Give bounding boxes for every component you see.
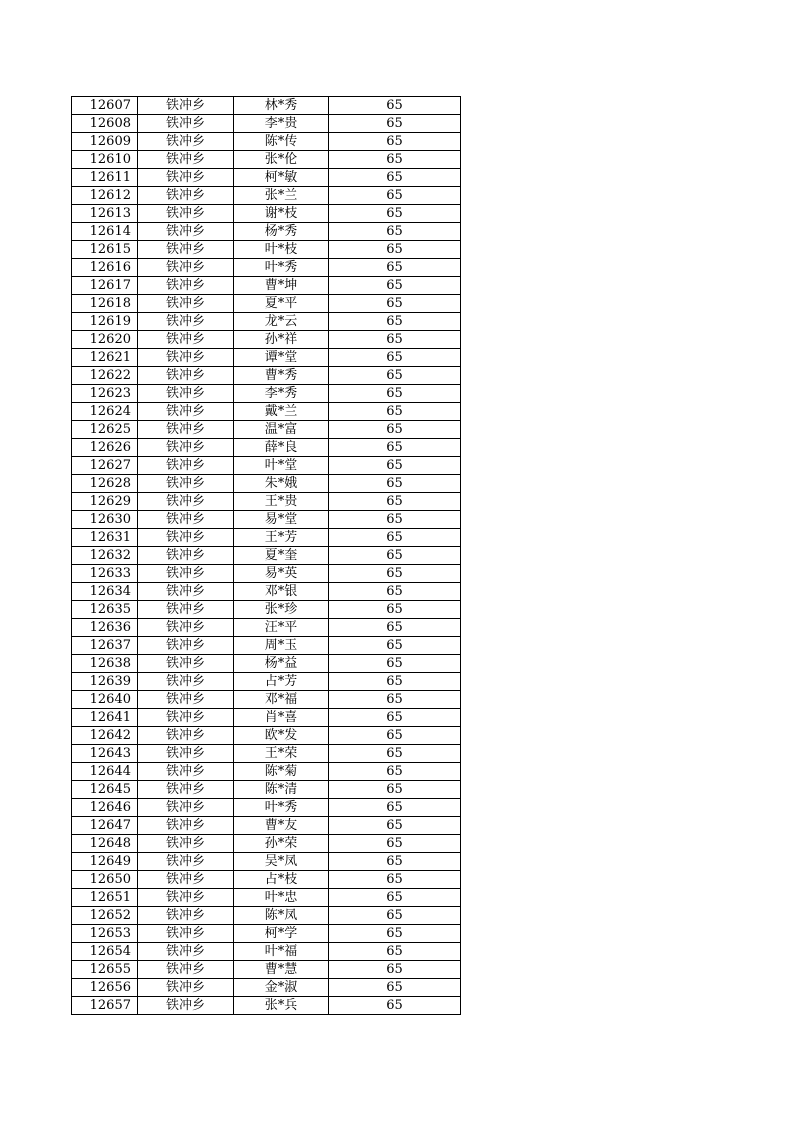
row-number-cell: 12622 [72, 367, 138, 385]
person-name-cell: 易*堂 [234, 511, 329, 529]
row-number-cell: 12633 [72, 565, 138, 583]
township-cell: 铁冲乡 [138, 655, 234, 673]
amount-cell: 65 [329, 151, 461, 169]
person-name-cell: 欧*发 [234, 727, 329, 745]
amount-cell: 65 [329, 637, 461, 655]
township-cell: 铁冲乡 [138, 403, 234, 421]
table-row [72, 223, 461, 241]
amount-cell: 65 [329, 601, 461, 619]
row-number-cell: 12640 [72, 691, 138, 709]
township-cell: 铁冲乡 [138, 331, 234, 349]
amount-cell: 65 [329, 511, 461, 529]
amount-cell: 65 [329, 295, 461, 313]
table-row [72, 781, 461, 799]
person-name-cell: 李*贵 [234, 115, 329, 133]
person-name-cell: 谢*枝 [234, 205, 329, 223]
amount-cell: 65 [329, 907, 461, 925]
person-name-cell: 林*秀 [234, 97, 329, 115]
row-number-cell: 12628 [72, 475, 138, 493]
township-cell: 铁冲乡 [138, 781, 234, 799]
table-row [72, 295, 461, 313]
row-number-cell: 12656 [72, 979, 138, 997]
table-row [72, 763, 461, 781]
person-name-cell: 叶*福 [234, 943, 329, 961]
table-row [72, 673, 461, 691]
person-name-cell: 汪*平 [234, 619, 329, 637]
table-row [72, 943, 461, 961]
person-name-cell: 张*珍 [234, 601, 329, 619]
row-number-cell: 12641 [72, 709, 138, 727]
person-name-cell: 龙*云 [234, 313, 329, 331]
amount-cell: 65 [329, 655, 461, 673]
row-number-cell: 12652 [72, 907, 138, 925]
table-row [72, 691, 461, 709]
table-row [72, 961, 461, 979]
township-cell: 铁冲乡 [138, 277, 234, 295]
person-name-cell: 占*枝 [234, 871, 329, 889]
amount-cell: 65 [329, 763, 461, 781]
table-row [72, 889, 461, 907]
table-row [72, 619, 461, 637]
person-name-cell: 张*伦 [234, 151, 329, 169]
amount-cell: 65 [329, 691, 461, 709]
table-row [72, 727, 461, 745]
amount-cell: 65 [329, 457, 461, 475]
amount-cell: 65 [329, 349, 461, 367]
row-number-cell: 12645 [72, 781, 138, 799]
table-row [72, 367, 461, 385]
amount-cell: 65 [329, 565, 461, 583]
row-number-cell: 12654 [72, 943, 138, 961]
township-cell: 铁冲乡 [138, 907, 234, 925]
amount-cell: 65 [329, 529, 461, 547]
amount-cell: 65 [329, 799, 461, 817]
township-cell: 铁冲乡 [138, 565, 234, 583]
person-name-cell: 王*贵 [234, 493, 329, 511]
person-name-cell: 陈*传 [234, 133, 329, 151]
township-cell: 铁冲乡 [138, 745, 234, 763]
table-row [72, 637, 461, 655]
person-name-cell: 曹*秀 [234, 367, 329, 385]
amount-cell: 65 [329, 241, 461, 259]
amount-cell: 65 [329, 673, 461, 691]
row-number-cell: 12657 [72, 997, 138, 1015]
township-cell: 铁冲乡 [138, 169, 234, 187]
township-cell: 铁冲乡 [138, 151, 234, 169]
township-cell: 铁冲乡 [138, 799, 234, 817]
row-number-cell: 12619 [72, 313, 138, 331]
table-row [72, 349, 461, 367]
person-name-cell: 杨*益 [234, 655, 329, 673]
table-row [72, 745, 461, 763]
table-row [72, 331, 461, 349]
records-table [71, 96, 461, 1015]
table-row [72, 979, 461, 997]
township-cell: 铁冲乡 [138, 511, 234, 529]
table-row [72, 151, 461, 169]
row-number-cell: 12611 [72, 169, 138, 187]
township-cell: 铁冲乡 [138, 295, 234, 313]
amount-cell: 65 [329, 727, 461, 745]
table-row [72, 277, 461, 295]
amount-cell: 65 [329, 745, 461, 763]
amount-cell: 65 [329, 943, 461, 961]
table-row [72, 601, 461, 619]
row-number-cell: 12650 [72, 871, 138, 889]
table-row [72, 475, 461, 493]
row-number-cell: 12629 [72, 493, 138, 511]
amount-cell: 65 [329, 835, 461, 853]
amount-cell: 65 [329, 925, 461, 943]
amount-cell: 65 [329, 187, 461, 205]
person-name-cell: 肖*喜 [234, 709, 329, 727]
row-number-cell: 12625 [72, 421, 138, 439]
person-name-cell: 周*玉 [234, 637, 329, 655]
row-number-cell: 12612 [72, 187, 138, 205]
township-cell: 铁冲乡 [138, 385, 234, 403]
row-number-cell: 12639 [72, 673, 138, 691]
row-number-cell: 12618 [72, 295, 138, 313]
row-number-cell: 12642 [72, 727, 138, 745]
records-table-body [72, 97, 461, 1015]
township-cell: 铁冲乡 [138, 547, 234, 565]
township-cell: 铁冲乡 [138, 187, 234, 205]
amount-cell: 65 [329, 259, 461, 277]
township-cell: 铁冲乡 [138, 601, 234, 619]
amount-cell: 65 [329, 961, 461, 979]
amount-cell: 65 [329, 493, 461, 511]
table-row [72, 799, 461, 817]
township-cell: 铁冲乡 [138, 529, 234, 547]
amount-cell: 65 [329, 115, 461, 133]
person-name-cell: 李*秀 [234, 385, 329, 403]
township-cell: 铁冲乡 [138, 457, 234, 475]
amount-cell: 65 [329, 133, 461, 151]
table-row [72, 997, 461, 1015]
township-cell: 铁冲乡 [138, 493, 234, 511]
township-cell: 铁冲乡 [138, 439, 234, 457]
amount-cell: 65 [329, 781, 461, 799]
row-number-cell: 12634 [72, 583, 138, 601]
amount-cell: 65 [329, 709, 461, 727]
row-number-cell: 12631 [72, 529, 138, 547]
amount-cell: 65 [329, 313, 461, 331]
table-row [72, 385, 461, 403]
person-name-cell: 邓*银 [234, 583, 329, 601]
township-cell: 铁冲乡 [138, 205, 234, 223]
township-cell: 铁冲乡 [138, 853, 234, 871]
table-row [72, 421, 461, 439]
amount-cell: 65 [329, 439, 461, 457]
amount-cell: 65 [329, 367, 461, 385]
township-cell: 铁冲乡 [138, 709, 234, 727]
amount-cell: 65 [329, 979, 461, 997]
township-cell: 铁冲乡 [138, 421, 234, 439]
table-row [72, 817, 461, 835]
row-number-cell: 12655 [72, 961, 138, 979]
table-row [72, 709, 461, 727]
amount-cell: 65 [329, 547, 461, 565]
person-name-cell: 孙*荣 [234, 835, 329, 853]
person-name-cell: 吴*凤 [234, 853, 329, 871]
person-name-cell: 占*芳 [234, 673, 329, 691]
township-cell: 铁冲乡 [138, 997, 234, 1015]
amount-cell: 65 [329, 889, 461, 907]
amount-cell: 65 [329, 619, 461, 637]
row-number-cell: 12648 [72, 835, 138, 853]
person-name-cell: 曹*友 [234, 817, 329, 835]
township-cell: 铁冲乡 [138, 835, 234, 853]
row-number-cell: 12636 [72, 619, 138, 637]
person-name-cell: 邓*福 [234, 691, 329, 709]
table-row [72, 97, 461, 115]
township-cell: 铁冲乡 [138, 673, 234, 691]
township-cell: 铁冲乡 [138, 367, 234, 385]
person-name-cell: 叶*秀 [234, 799, 329, 817]
amount-cell: 65 [329, 421, 461, 439]
amount-cell: 65 [329, 169, 461, 187]
person-name-cell: 夏*平 [234, 295, 329, 313]
person-name-cell: 王*荣 [234, 745, 329, 763]
person-name-cell: 金*淑 [234, 979, 329, 997]
row-number-cell: 12651 [72, 889, 138, 907]
table-row [72, 439, 461, 457]
table-row [72, 205, 461, 223]
person-name-cell: 王*芳 [234, 529, 329, 547]
row-number-cell: 12623 [72, 385, 138, 403]
row-number-cell: 12637 [72, 637, 138, 655]
township-cell: 铁冲乡 [138, 583, 234, 601]
table-row [72, 907, 461, 925]
row-number-cell: 12630 [72, 511, 138, 529]
person-name-cell: 孙*祥 [234, 331, 329, 349]
row-number-cell: 12608 [72, 115, 138, 133]
township-cell: 铁冲乡 [138, 763, 234, 781]
township-cell: 铁冲乡 [138, 133, 234, 151]
table-row [72, 313, 461, 331]
township-cell: 铁冲乡 [138, 727, 234, 745]
township-cell: 铁冲乡 [138, 979, 234, 997]
row-number-cell: 12621 [72, 349, 138, 367]
township-cell: 铁冲乡 [138, 241, 234, 259]
person-name-cell: 陈*凤 [234, 907, 329, 925]
township-cell: 铁冲乡 [138, 619, 234, 637]
row-number-cell: 12615 [72, 241, 138, 259]
row-number-cell: 12610 [72, 151, 138, 169]
row-number-cell: 12635 [72, 601, 138, 619]
table-row [72, 583, 461, 601]
row-number-cell: 12624 [72, 403, 138, 421]
township-cell: 铁冲乡 [138, 475, 234, 493]
person-name-cell: 叶*忠 [234, 889, 329, 907]
table-row [72, 655, 461, 673]
person-name-cell: 陈*清 [234, 781, 329, 799]
table-row [72, 241, 461, 259]
amount-cell: 65 [329, 97, 461, 115]
person-name-cell: 夏*奎 [234, 547, 329, 565]
township-cell: 铁冲乡 [138, 889, 234, 907]
row-number-cell: 12614 [72, 223, 138, 241]
row-number-cell: 12643 [72, 745, 138, 763]
township-cell: 铁冲乡 [138, 925, 234, 943]
township-cell: 铁冲乡 [138, 943, 234, 961]
township-cell: 铁冲乡 [138, 871, 234, 889]
row-number-cell: 12644 [72, 763, 138, 781]
person-name-cell: 朱*娥 [234, 475, 329, 493]
table-row [72, 493, 461, 511]
amount-cell: 65 [329, 817, 461, 835]
person-name-cell: 曹*慧 [234, 961, 329, 979]
township-cell: 铁冲乡 [138, 349, 234, 367]
township-cell: 铁冲乡 [138, 691, 234, 709]
amount-cell: 65 [329, 223, 461, 241]
township-cell: 铁冲乡 [138, 115, 234, 133]
amount-cell: 65 [329, 403, 461, 421]
person-name-cell: 叶*堂 [234, 457, 329, 475]
row-number-cell: 12646 [72, 799, 138, 817]
amount-cell: 65 [329, 385, 461, 403]
table-row [72, 529, 461, 547]
person-name-cell: 叶*秀 [234, 259, 329, 277]
person-name-cell: 戴*兰 [234, 403, 329, 421]
amount-cell: 65 [329, 475, 461, 493]
table-row [72, 871, 461, 889]
table-row [72, 133, 461, 151]
person-name-cell: 柯*学 [234, 925, 329, 943]
table-row [72, 511, 461, 529]
person-name-cell: 陈*菊 [234, 763, 329, 781]
row-number-cell: 12627 [72, 457, 138, 475]
person-name-cell: 曹*坤 [234, 277, 329, 295]
person-name-cell: 叶*枝 [234, 241, 329, 259]
row-number-cell: 12647 [72, 817, 138, 835]
table-row [72, 547, 461, 565]
row-number-cell: 12638 [72, 655, 138, 673]
amount-cell: 65 [329, 331, 461, 349]
table-row [72, 457, 461, 475]
person-name-cell: 易*英 [234, 565, 329, 583]
table-row [72, 259, 461, 277]
table-row [72, 565, 461, 583]
person-name-cell: 张*兰 [234, 187, 329, 205]
township-cell: 铁冲乡 [138, 223, 234, 241]
row-number-cell: 12607 [72, 97, 138, 115]
table-row [72, 403, 461, 421]
table-row [72, 115, 461, 133]
row-number-cell: 12649 [72, 853, 138, 871]
township-cell: 铁冲乡 [138, 97, 234, 115]
table-row [72, 169, 461, 187]
row-number-cell: 12632 [72, 547, 138, 565]
row-number-cell: 12613 [72, 205, 138, 223]
table-row [72, 835, 461, 853]
row-number-cell: 12620 [72, 331, 138, 349]
person-name-cell: 谭*堂 [234, 349, 329, 367]
amount-cell: 65 [329, 997, 461, 1015]
table-row [72, 187, 461, 205]
row-number-cell: 12616 [72, 259, 138, 277]
amount-cell: 65 [329, 205, 461, 223]
person-name-cell: 温*富 [234, 421, 329, 439]
amount-cell: 65 [329, 583, 461, 601]
table-row [72, 925, 461, 943]
township-cell: 铁冲乡 [138, 313, 234, 331]
township-cell: 铁冲乡 [138, 817, 234, 835]
person-name-cell: 薛*良 [234, 439, 329, 457]
person-name-cell: 张*兵 [234, 997, 329, 1015]
township-cell: 铁冲乡 [138, 961, 234, 979]
row-number-cell: 12617 [72, 277, 138, 295]
amount-cell: 65 [329, 277, 461, 295]
row-number-cell: 12609 [72, 133, 138, 151]
person-name-cell: 杨*秀 [234, 223, 329, 241]
township-cell: 铁冲乡 [138, 637, 234, 655]
table-row [72, 853, 461, 871]
amount-cell: 65 [329, 853, 461, 871]
row-number-cell: 12653 [72, 925, 138, 943]
amount-cell: 65 [329, 871, 461, 889]
person-name-cell: 柯*敏 [234, 169, 329, 187]
row-number-cell: 12626 [72, 439, 138, 457]
township-cell: 铁冲乡 [138, 259, 234, 277]
